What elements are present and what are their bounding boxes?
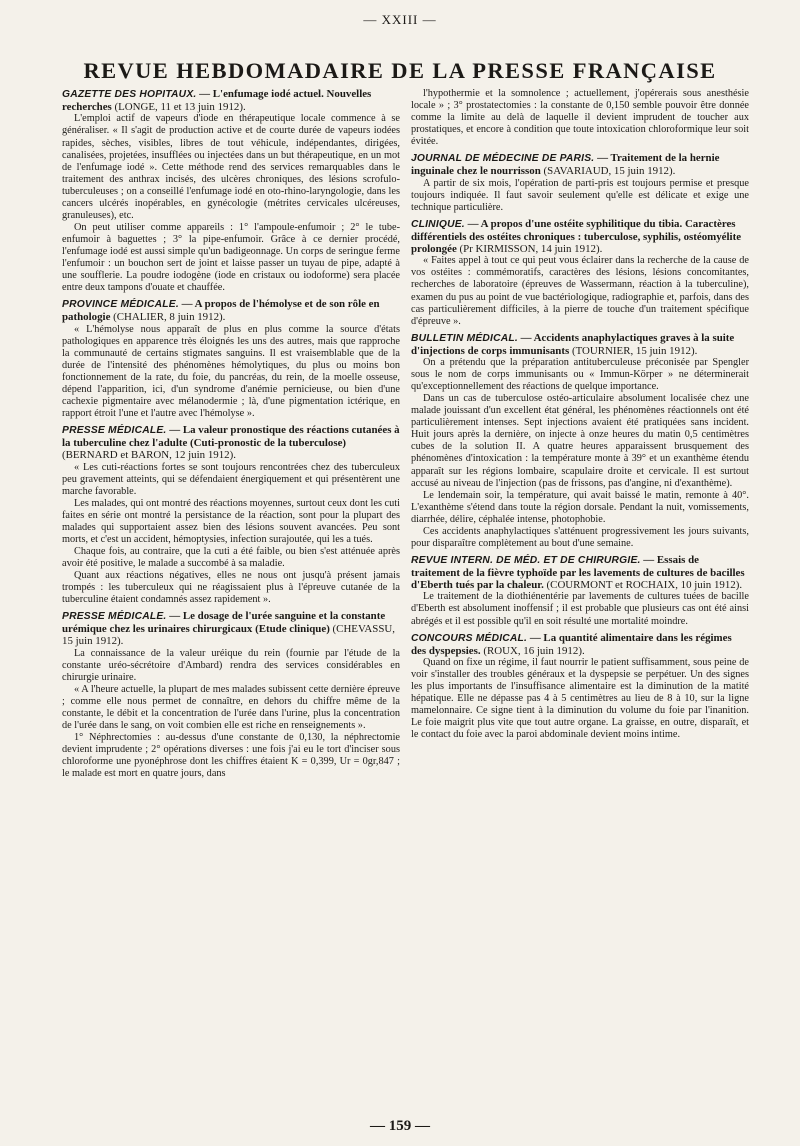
article-paragraph: L'emploi actif de vapeurs d'iode en thérapeutique locale commence à se généraliser. « Il s'agit de production active et de courte durée de vapeurs iodées rapides, sèches, visibles, libres de tout véhicule, indépendantes, dirigées, canalisées, projetées, insufflées ou injectées dans un but thérapeutique, en un mot de l'enfumage iodé ». Cette méthode rend des services remarquables dans le traitement des anthrax incisés, des ulcères chroniques, des lésions scrofulo-tuberculeuses ; on a conseillé l'enfumage iodé en oto-rhino-laryngologie, dans les cancers ulcérés inopérables, en gynécologie (métrites cervicales ulcéreuses, granuleuses), etc. [62,113,400,221]
article-paragraph: Le traitement de la diothiénentérie par lavements de cultures tuées de bacille d'Eberth est absolument inoffensif ; il est probable que plusieurs cas ont été ainsi abrégés et il est possible qu'il en soit résulté une mortalité moindre. [411,591,749,627]
article-title: — Le dosage de l'urée sanguine et la constante urémique chez les urinaires chirurgicaux (Etude clinique) [62,610,386,636]
article-source: PRESSE MÉDICALE. [62,611,167,623]
left-column [62,88,400,1094]
article-title: — A propos d'une ostéite syphilitique du tibia. Caractères différentiels des ostéites chroniques : tuberculose, syphilis, ostéomyélite prolongée [411,217,742,256]
article-citation: (TOURNIER, 15 juin 1912). [571,344,698,357]
article-title: — L'enfumage iodé actuel. Nouvelles recherches [62,88,372,114]
article-paragraph: A partir de six mois, l'opération de parti-pris est toujours permise et presque toujours indiquée. Il faut savoir seulement qu'elle est délicate et exige une technique particulière. [411,177,749,213]
article-paragraph: Le lendemain soir, la température, qui avait baissé le matin, remonte à 40°. L'exanthème s'étend dans toute la région dorsale. Pendant la nuit, vomissements, diarrhée, délire, céphalée intense, photophobie. [411,489,749,525]
article-source: CLINIQUE. [411,218,465,230]
article-citation: (SAVARIAUD, 15 juin 1912). [543,165,676,178]
article-paragraph: Quant aux réactions négatives, elles ne nous ont jusqu'à présent jamais trompés : les tuberculeux qui ne réagissaient plus à l'épreuve cutanée de la tuberculine étaient condamnés assez rapidement ». [62,569,400,606]
article-paragraph: Quand on fixe un régime, il faut nourrir le patient suffisamment, sous peine de voir s'installer des troubles généraux et la dyspepsie se perpétuer. Un des signes les plus importants de l'insuffisance alimentaire est la diminution de la matité hépatique. Elle ne dépasse pas 4 à 5 centimètres au lieu de 8 à 10, sur la ligne mamelonnaire. Ce signe tient à la diminution du volume du foie par l'inanition. Le foie maigrit plus vite que tout autre organe. La graisse, en outre, disparaît, et le contact du foie avec la paroi abdominale devient moins intime. [411,656,749,741]
article-paragraph: Les malades, qui ont montré des réactions moyennes, surtout ceux dont les cuti faites en série ont montré la persistance de la réaction, sont pour la plupart des malades qui supportaient assez bien des lésions souvent avancées. Peu sont morts, et c'est un accident, hémoptysies, infection surajoutée, qui les a tués. [62,497,400,545]
masthead-title: REVUE HEBDOMADAIRE DE LA PRESSE FRANÇAISE [83,58,717,83]
article-title: — Accidents anaphylactiques graves à la suite d'injections de corps immunisants [411,331,735,357]
article [62,88,400,294]
article-paragraph: On a prétendu que la préparation antituberculeuse préconisée par Spengler sous le nom de corps immunisants ou « Immun-Körper » ne déterminerait qu'exceptionnellement des réactions de quelque importance. [411,357,749,393]
article-citation: (LONGE, 11 et 13 juin 1912). [114,101,246,114]
article [411,554,749,628]
article-paragraph: La connaissance de la valeur uréique du rein (fournie par l'étude de la constante uréo-sécrétoire d'Ambard) rendra des services considérables en chirurgie urinaire. [62,647,400,683]
article [62,610,400,780]
article-paragraph: « A l'heure actuelle, la plupart de mes malades subissent cette dernière épreuve ; comme elle nous permet de connaître, en dehors du chiffre même de la constante, le débit et la concentration de l'urée dans l'urine, plus la concentration de l'urée dans le sang, on voit combien elle est riche en renseignements ». [62,683,400,731]
article-source: BULLETIN MÉDICAL. [411,332,518,344]
article [411,632,749,742]
article [411,88,749,148]
page-number: — 159 — [370,1118,430,1134]
article-title: — A propos de l'hémolyse et de son rôle en pathologie [62,298,380,324]
article-title: — La valeur pronostique des réactions cutanées à la tuberculine chez l'adulte (Cuti-pronostic de la tuberculose) [62,423,400,450]
article [62,424,400,606]
article-citation: (Pr KIRMISSON, 14 juin 1912). [459,243,603,256]
article-paragraph: « Les cuti-réactions fortes se sont toujours rencontrées chez des tuberculeux peu gravement atteints, qui se défendaient énergiquement et qui présentèrent une marche favorable. [62,461,400,497]
article-citation: (ROUX, 16 juin 1912). [483,644,585,657]
article [411,332,749,550]
article-citation: (BERNARD et BARON, 12 juin 1912). [62,449,236,462]
article-heading [62,610,400,648]
article-paragraph: Dans un cas de tuberculose ostéo-articulaire absolument localisée chez une malade jouissant d'un excellent état général, les phénomènes réactionnels ont été particulièrement intenses. Sept injections avaient été pratiquées sans incident. Huit jours après la dernière, on injecte à onze heures du matin 0,5 centimètres cubes de la solution II. A quatre heures apparaissent brusquement des phénomènes d'intoxication : la température monte à 39° et un exanthème étendu apparaît sur les régions lombaire, scapulaire droite et cervicale. Il est surtout accusé au niveau de l'injection (pas de frissons, pas d'angine, ni d'exanthème). [411,393,749,489]
article-source: REVUE INTERN. DE MÉD. ET DE CHIRURGIE. [411,554,641,566]
page-header: — XXIII — [363,12,437,27]
article-citation: (CHALIER, 8 juin 1912). [113,311,226,324]
article-citation: (CHEVASSU, 15 juin 1912). [62,623,395,648]
article-citation: (COURMONT et ROCHAIX, 10 juin 1912). [546,579,743,592]
article-source: PRESSE MÉDICALE. [62,424,167,436]
right-column [411,88,749,1094]
article-source: JOURNAL DE MÉDECINE DE PARIS. [411,153,595,165]
article-heading [62,88,400,113]
article-source: GAZETTE DES HOPITAUX. [62,89,197,100]
article [62,298,400,420]
article-paragraph: « Faites appel à tout ce qui peut vous éclairer dans la recherche de la cause de vos ostéites : commémoratifs, caractères des lésions, lésions concomitantes, recherches de laboratoire (épreuves de Wassermann, réaction à la tuberculine), examen du pus au point de vue bactériologique, radiographie et, parfois, dans des cas particulièrement difficiles, à la pierre de touche d'un traitement spécifique d'épreuve ». [411,255,749,327]
article-paragraph: Chaque fois, au contraire, que la cuti a été faible, ou bien s'est atténuée après avoir été positive, le malade a succombé à sa maladie. [62,545,400,569]
article-paragraph: l'hypothermie et la somnolence ; actuellement, j'opérerais sous anesthésie locale » ; 3° prostatectomies : la constante de 0,150 semble pouvoir être donnée comme la limite au delà de laquelle il devient imprudent de toucher aux prostatiques, et encore à condition que toute intoxication chloroformique leur soit évitée. [411,88,749,148]
article-heading [411,554,749,592]
article [411,152,749,214]
article-heading [62,298,400,323]
article-title: — Essais de traitement de la fièvre typhoïde par les lavements de cultures de bacilles d'Eberth tués par la chaleur. [411,553,745,592]
article-paragraph: On peut utiliser comme appareils : 1° l'ampoule-enfumoir ; 2° le tube-enfumoir à baguettes ; 3° la pipe-enfumoir. Grâce à ce dernier procédé, l'enfumage iodé est aussi simple qu'un badigeonnage. Un corps de seringue ferme l'enfumoir : un bouchon sert de joint et laisse passer un tuyau de pipe, adapté à une soufflerie. La poudre iodogène (iode en cristaux ou iodoforme) sera placée entre deux tampons d'ouate et chauffée. [62,221,400,294]
article-heading [411,332,749,357]
article-source: CONCOURS MÉDICAL. [411,632,528,644]
article [411,218,749,328]
article-paragraph: Ces accidents anaphylactiques s'atténuent progressivement les jours suivants, pour disparaître complètement au bout d'une semaine. [411,525,749,549]
article-heading [411,632,749,657]
article-paragraph: 1° Néphrectomies : au-dessus d'une constante de 0,130, la néphrectomie devient imprudente ; 2° opérations diverses : une fois j'ai eu le tort d'inciser sous chloroforme une pyonéphrose dont les chiffres étaient K = 0,399, Ur = 0gr,847 ; le malade est mort en quatre jours, dans [62,732,400,780]
article-heading [411,218,749,256]
article-source: PROVINCE MÉDICALE. [62,299,179,311]
article-title: — La quantité alimentaire dans les régimes des dyspepsies. [411,631,732,657]
article-paragraph: « L'hémolyse nous apparaît de plus en plus comme la source d'états pathologiques en apparence très éloignés les uns des autres, mais que rapproche la communauté de certains stigmates sanguins. Il est vraisemblable que de la durée de l'intensité des phénomènes hémolytiques, du plus ou moins bon fonctionnement de la rate, du foie, du pancréas, du rein, de la moelle osseuse, dépend l'apparition, ici, d'un syndrome d'anémie pernicieuse, ou bien d'une cachexie pigmentaire avec mélanodermie ; là, d'une pigmentation ictérique, en rapport étroit l'une et l'autre avec l'hémolyse ». [62,323,400,419]
article-title: — Traitement de la hernie inguinale chez le nourrisson [411,152,720,178]
article-heading [62,424,400,462]
article-heading [411,152,749,177]
